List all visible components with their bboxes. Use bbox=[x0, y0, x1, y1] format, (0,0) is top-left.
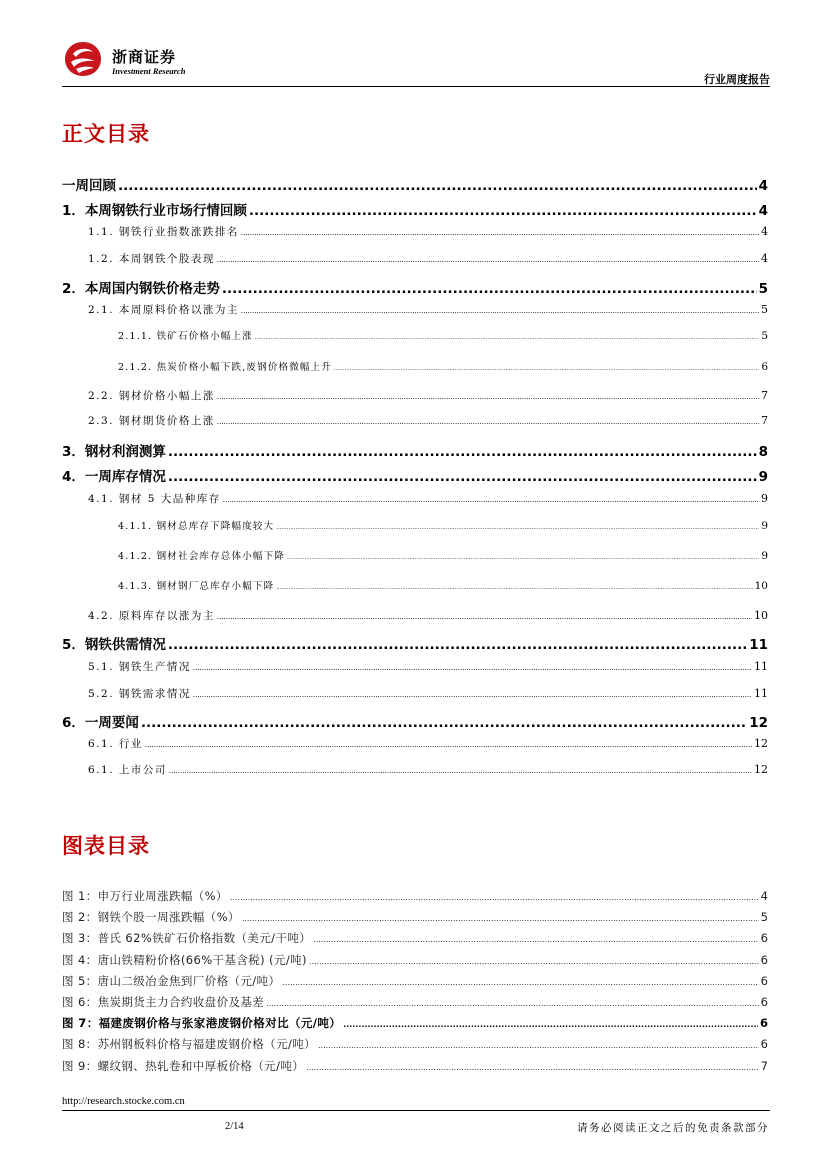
toc-entry[interactable] bbox=[62, 440, 768, 460]
toc-entry[interactable] bbox=[88, 659, 768, 674]
toc-leader-dots bbox=[276, 525, 759, 531]
figure-entry[interactable] bbox=[62, 994, 768, 1010]
figure-entry-label: 图 5：唐山二级冶金焦到厂价格（元/吨） bbox=[62, 973, 281, 988]
zheshang-logo-icon bbox=[62, 40, 104, 78]
figure-entry-page: 6 bbox=[760, 1037, 768, 1052]
toc-title: 正文目录 bbox=[62, 122, 150, 146]
toc-entry-page: 4 bbox=[758, 203, 768, 219]
toc-leader-dots bbox=[217, 418, 759, 426]
toc-leader-dots bbox=[168, 637, 747, 653]
toc-leader-dots bbox=[168, 469, 757, 485]
header-divider bbox=[62, 86, 770, 87]
toc-leader-dots bbox=[287, 555, 759, 561]
toc-entry-page: 5 bbox=[761, 330, 768, 342]
toc-entry-label: 2.1.2. 焦炭价格小幅下跌,废钢价格微幅上升 bbox=[118, 362, 333, 373]
toc-leader-dots bbox=[276, 585, 752, 591]
toc-entry-page: 12 bbox=[749, 715, 768, 731]
toc-entry[interactable] bbox=[88, 491, 768, 506]
figure-entry-page: 6 bbox=[760, 952, 768, 967]
page-header bbox=[62, 40, 770, 88]
toc-entry-page: 4 bbox=[761, 252, 768, 265]
toc-leader-dots bbox=[249, 203, 757, 219]
page-number: 2/14 bbox=[225, 1121, 244, 1132]
figures-title: 图表目录 bbox=[62, 834, 150, 858]
toc-leader-dots bbox=[169, 767, 752, 775]
figure-leader-dots bbox=[282, 978, 758, 987]
figure-entry-label: 图 3：普氏 62%铁矿石价格指数（美元/干吨） bbox=[62, 931, 312, 946]
toc-entry[interactable] bbox=[118, 359, 768, 373]
toc-leader-dots bbox=[193, 691, 752, 699]
toc-entry-page: 9 bbox=[761, 520, 768, 532]
toc-entry-label: 4.1.3. 钢材钢厂总库存小幅下降 bbox=[118, 581, 275, 592]
toc-entry-page: 6 bbox=[761, 361, 768, 373]
footer-divider bbox=[62, 1110, 770, 1111]
toc-entry-page: 10 bbox=[754, 609, 768, 622]
toc-entry-page: 5 bbox=[761, 303, 768, 316]
figure-entry[interactable] bbox=[62, 1058, 768, 1074]
toc-entry[interactable] bbox=[88, 388, 768, 403]
toc-entry-page: 11 bbox=[749, 637, 768, 653]
toc-entry-label: 2.2. 钢材价格小幅上涨 bbox=[88, 390, 215, 402]
figure-leader-dots bbox=[306, 1063, 759, 1072]
toc-entry-page: 12 bbox=[754, 737, 768, 750]
figure-list bbox=[62, 888, 768, 1088]
toc-entry[interactable] bbox=[62, 174, 768, 194]
figure-entry-label: 图 8：苏州钢板料价格与福建废钢价格（元/吨） bbox=[62, 1037, 317, 1052]
toc-entry-label: 2.1. 本周原料价格以涨为主 bbox=[88, 304, 239, 316]
toc-entry-label: 5.1. 钢铁生产情况 bbox=[88, 661, 191, 673]
logo-text-cn: 浙商证券 bbox=[112, 48, 177, 66]
toc-entry-label: 4.1.2. 钢材社会库存总体小幅下降 bbox=[118, 551, 286, 562]
figure-entry[interactable] bbox=[62, 930, 768, 946]
toc-leader-dots bbox=[241, 229, 759, 237]
figure-entry-page: 6 bbox=[760, 931, 768, 946]
toc-entry-label: 2．本周国内钢铁价格走势 bbox=[62, 281, 220, 297]
figure-entry[interactable] bbox=[62, 909, 768, 925]
toc-leader-dots bbox=[241, 307, 759, 315]
toc-entry[interactable] bbox=[62, 633, 768, 653]
toc-entry-label: 4．一周库存情况 bbox=[62, 469, 166, 485]
figure-entry[interactable] bbox=[62, 1015, 768, 1031]
toc-entry-page: 9 bbox=[758, 469, 768, 485]
toc-entry[interactable] bbox=[88, 608, 768, 623]
figure-entry-page: 6 bbox=[759, 1016, 768, 1031]
figure-entry-page: 6 bbox=[760, 973, 768, 988]
toc-entry-label: 1.2. 本周钢铁个股表现 bbox=[88, 253, 215, 265]
figure-leader-dots bbox=[313, 935, 759, 944]
toc-leader-dots bbox=[255, 335, 759, 341]
toc-entry[interactable] bbox=[62, 465, 768, 485]
figure-leader-dots bbox=[309, 957, 759, 966]
toc-entry-page: 4 bbox=[761, 225, 768, 238]
toc-entry-page: 7 bbox=[761, 414, 768, 427]
footer-url-link[interactable]: http://research.stocke.com.cn bbox=[62, 1096, 185, 1107]
toc-entry[interactable] bbox=[118, 548, 768, 562]
toc-entry[interactable] bbox=[88, 762, 768, 777]
toc-leader-dots bbox=[223, 496, 759, 504]
figure-entry-page: 6 bbox=[760, 995, 768, 1009]
toc-entry[interactable] bbox=[88, 302, 768, 317]
toc-entry-page: 11 bbox=[754, 660, 768, 673]
toc-entry-label: 2.3. 钢材期货价格上涨 bbox=[88, 415, 215, 427]
footer-disclaimer: 请务必阅读正文之后的免责条款部分 bbox=[577, 1122, 769, 1134]
toc-leader-dots bbox=[193, 664, 752, 672]
figure-entry-page: 4 bbox=[760, 889, 768, 903]
figure-leader-dots bbox=[266, 999, 759, 1008]
toc-entry-page: 9 bbox=[761, 492, 768, 505]
toc-entry[interactable] bbox=[88, 251, 768, 266]
toc-entry-label: 4.1. 钢材 5 大品种库存 bbox=[88, 493, 221, 505]
toc-entry-label: 6．一周要闻 bbox=[62, 715, 139, 731]
toc-entry-page: 7 bbox=[761, 389, 768, 402]
report-type-label: 行业周度报告 bbox=[704, 73, 770, 86]
figure-entry[interactable] bbox=[62, 1036, 768, 1052]
toc-entry[interactable] bbox=[88, 736, 768, 751]
toc-entry[interactable] bbox=[88, 224, 768, 239]
figure-entry[interactable] bbox=[62, 973, 768, 989]
figure-leader-dots bbox=[318, 1041, 759, 1050]
toc-entry-page: 4 bbox=[758, 178, 768, 194]
figure-entry-label: 图 7：福建废钢价格与张家港废钢价格对比（元/吨） bbox=[62, 1016, 342, 1031]
toc-entry-label: 4.1.1. 钢材总库存下降幅度较大 bbox=[118, 521, 275, 532]
toc-leader-dots bbox=[168, 444, 757, 460]
toc-entry-page: 8 bbox=[758, 444, 768, 460]
toc-leader-dots bbox=[222, 281, 757, 297]
toc-entry-label: 6.1. 上市公司 bbox=[88, 764, 167, 776]
toc-leader-dots bbox=[118, 178, 757, 194]
figure-leader-dots bbox=[343, 1020, 758, 1029]
figure-entry-label: 图 2：钢铁个股一周涨跌幅（%） bbox=[62, 910, 240, 925]
toc-entry[interactable] bbox=[118, 578, 768, 592]
toc-entry-page: 11 bbox=[754, 687, 768, 700]
table-of-contents bbox=[62, 162, 768, 782]
toc-leader-dots bbox=[217, 256, 759, 264]
toc-leader-dots bbox=[145, 741, 752, 749]
figure-entry-page: 7 bbox=[760, 1058, 768, 1073]
toc-entry[interactable] bbox=[62, 277, 768, 297]
toc-entry[interactable] bbox=[88, 413, 768, 428]
toc-leader-dots bbox=[334, 366, 759, 372]
toc-entry-label: 一周回顾 bbox=[62, 178, 116, 194]
toc-leader-dots bbox=[217, 613, 752, 621]
figure-leader-dots bbox=[230, 893, 759, 902]
toc-entry[interactable] bbox=[62, 199, 768, 219]
toc-entry-label: 2.1.1. 铁矿石价格小幅上涨 bbox=[118, 331, 253, 342]
toc-entry-page: 5 bbox=[758, 281, 768, 297]
toc-entry[interactable] bbox=[62, 711, 768, 731]
toc-entry-label: 1．本周钢铁行业市场行情回顾 bbox=[62, 203, 247, 219]
figure-entry-label: 图 6：焦炭期货主力合约收盘价及基差 bbox=[62, 995, 265, 1009]
figure-leader-dots bbox=[242, 914, 759, 923]
toc-entry-page: 10 bbox=[754, 580, 768, 592]
figure-entry-label: 图 4：唐山铁精粉价格(66%干基含税) (元/吨) bbox=[62, 952, 307, 967]
toc-entry-label: 5．钢铁供需情况 bbox=[62, 637, 166, 653]
figure-entry-label: 图 9：螺纹钢、热轧卷和中厚板价格（元/吨） bbox=[62, 1058, 305, 1073]
toc-entry-label: 4.2. 原料库存以涨为主 bbox=[88, 610, 215, 622]
toc-entry-label: 1.1. 钢铁行业指数涨跌排名 bbox=[88, 226, 239, 238]
figure-entry[interactable] bbox=[62, 888, 768, 904]
figure-entry-page: 5 bbox=[760, 910, 768, 925]
toc-entry-label: 3．钢材利润测算 bbox=[62, 444, 166, 460]
toc-entry-page: 12 bbox=[754, 763, 768, 776]
logo-text-en: Investment Research bbox=[112, 66, 186, 76]
toc-leader-dots bbox=[141, 715, 747, 731]
toc-entry[interactable] bbox=[118, 518, 768, 532]
toc-entry-page: 9 bbox=[761, 550, 768, 562]
toc-entry-label: 5.2. 钢铁需求情况 bbox=[88, 688, 191, 700]
toc-entry-label: 6.1. 行业 bbox=[88, 738, 143, 750]
toc-entry[interactable] bbox=[118, 328, 768, 342]
toc-entry[interactable] bbox=[88, 686, 768, 701]
figure-entry-label: 图 1：申万行业周涨跌幅（%） bbox=[62, 889, 228, 903]
toc-leader-dots bbox=[217, 393, 759, 401]
figure-entry[interactable] bbox=[62, 952, 768, 968]
